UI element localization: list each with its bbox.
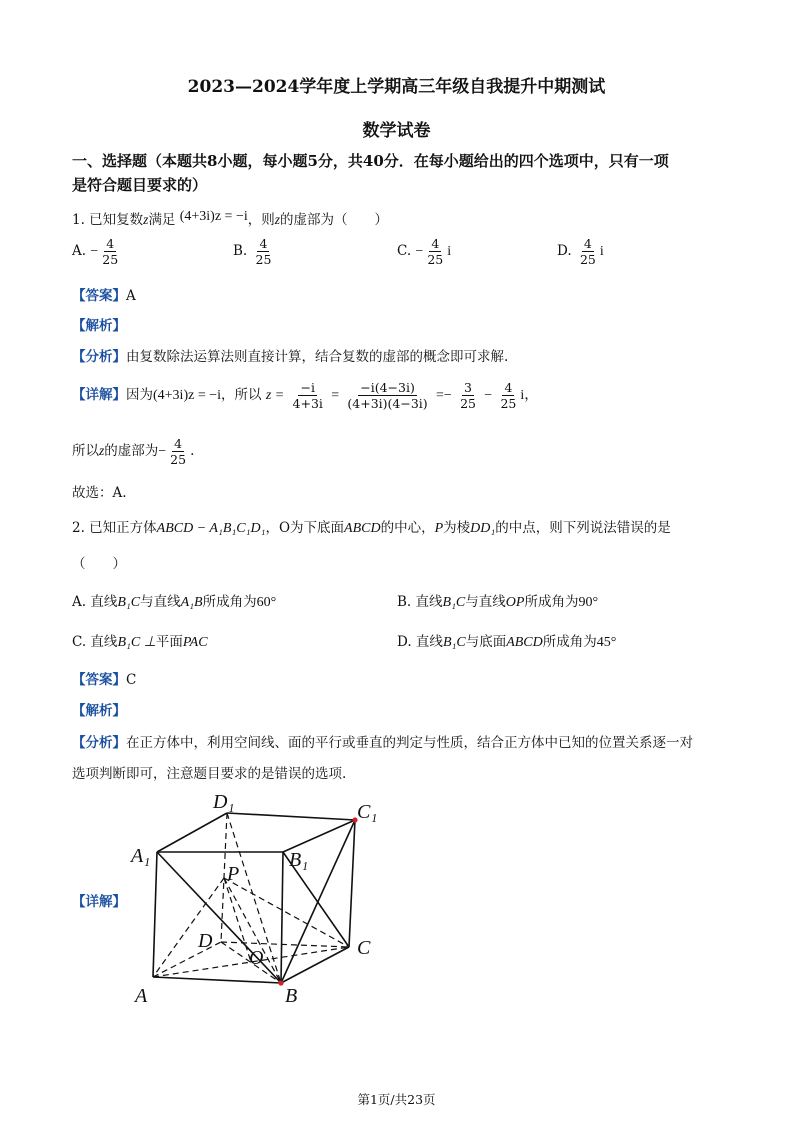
- edge-AB: [153, 977, 281, 983]
- point-B: [278, 980, 283, 985]
- q2-answer: 【答案】C: [72, 672, 137, 688]
- q1-detail: 【详解】因为(4+3i)z = −i，所以 z = $\frac{-i}{4+3i}$ = $\frac{-i(4-3i)}{(4+3i)(4-3i)}$ =− $\frac{3}{25}$ − $\frac{4}{25}$ i，: [72, 380, 539, 411]
- line-PA: [153, 878, 224, 977]
- page-subtitle: 数学试卷: [362, 121, 431, 141]
- label-C: C: [357, 937, 371, 959]
- label-A1: A₁: [131, 845, 151, 867]
- label-D: D: [198, 930, 213, 952]
- page-footer: 第1页/共23页: [357, 1092, 436, 1107]
- cube-figure: [125, 790, 395, 1010]
- page-title: 2023—2024学年度上学期高三年级自我提升中期测试: [187, 77, 606, 97]
- q1-choose: 故选：A.: [72, 485, 127, 501]
- edge-CC1: [349, 820, 355, 947]
- edge-AA1: [153, 852, 157, 977]
- label-A: A: [135, 985, 148, 1007]
- q1-answer: 【答案】A: [72, 288, 136, 304]
- edge-BB1: [281, 852, 283, 983]
- q2-option-d[interactable]: D. 直线B₁C与底面ABCD所成角为45°: [397, 634, 617, 650]
- q2-option-b[interactable]: B. 直线B₁C与直线OP所成角为90°: [397, 594, 599, 610]
- label-B1: B₁: [289, 849, 309, 871]
- question-1-stem: 1. 已知复数z满足 (4+3i)z = −i，则z的虚部为（ ）: [72, 209, 389, 228]
- edge-A1D1: [157, 813, 227, 852]
- line-PO: [224, 878, 251, 962]
- label-P: P: [227, 863, 240, 885]
- q1-option-d[interactable]: D. $\frac{4}{25}$ i: [557, 236, 604, 267]
- q2-paren: （ ）: [72, 556, 126, 572]
- q2-fenxi-line2: 选项判断即可，注意题目要求的是错误的选项.: [72, 766, 347, 782]
- q1-option-c[interactable]: C. − $\frac{4}{25}$ i: [397, 236, 452, 267]
- q1-option-a[interactable]: A. − $\frac{4}{25}$: [72, 236, 119, 267]
- q1-fenxi: 【分析】由复数除法运算法则直接计算，结合复数的虚部的概念即可求解.: [72, 349, 509, 365]
- q2-analysis-tag: 【解析】: [72, 703, 126, 719]
- edge-DC: [221, 942, 349, 947]
- label-B: B: [285, 985, 298, 1007]
- section-heading-line1: 一、选择题（本题共8小题，每小题5分，共40分．在每小题给出的四个选项中，只有一项: [72, 152, 669, 170]
- q2-option-a[interactable]: A. 直线B₁C与直线A₁B所成角为60°: [72, 594, 277, 610]
- q1-analysis-tag: 【解析】: [72, 318, 126, 334]
- label-D1: D₁: [213, 791, 235, 813]
- edge-B1C1: [283, 820, 355, 852]
- section-heading-line2: 是符合题目要求的）: [72, 176, 208, 194]
- q2-option-c[interactable]: C. 直线B₁C ⊥平面PAC: [72, 634, 208, 650]
- label-O: O: [249, 947, 264, 969]
- q1-conclusion: 所以z的虚部为− $\frac{4}{25}$ .: [72, 436, 195, 467]
- q2-fenxi-line1: 【分析】在正方体中，利用空间线、面的平行或垂直的判定与性质，结合正方体中已知的位置关系逐一对: [72, 735, 693, 751]
- q1-option-b[interactable]: B. $\frac{4}{25}$: [233, 236, 272, 267]
- label-C1: C₁: [357, 801, 378, 823]
- line-BC1: [281, 820, 355, 983]
- q2-detail-tag: 【详解】: [72, 894, 126, 910]
- edge-D1C1: [227, 813, 355, 820]
- question-2-stem: 2. 已知正方体ABCD − A₁B₁C₁D₁，O为下底面ABCD的中心，P为棱DD₁的中点，则下列说法错误的是: [72, 520, 671, 536]
